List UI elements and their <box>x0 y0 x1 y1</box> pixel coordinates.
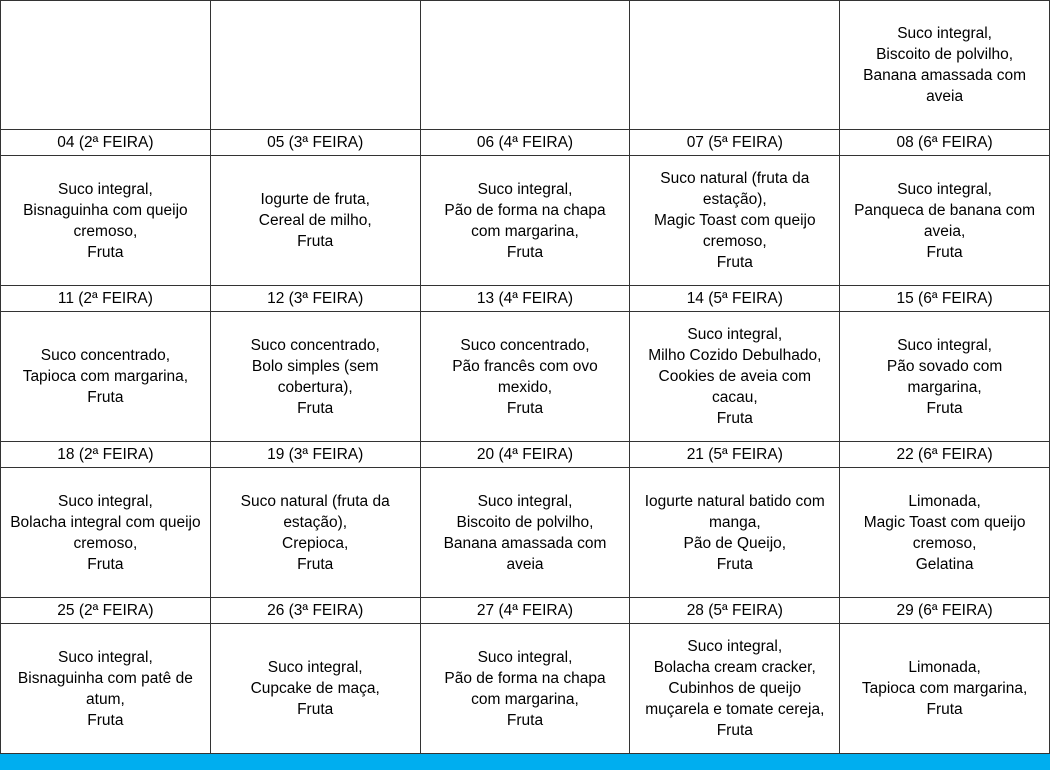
meal-item: Limonada, <box>908 659 981 676</box>
meal-cell <box>630 312 840 442</box>
meal-cell <box>420 156 630 286</box>
meal-item: Suco integral, <box>687 638 783 655</box>
meal-item: Cupcake de maça, <box>250 680 380 697</box>
meal-item: Bolacha cream cracker, <box>653 659 816 676</box>
meal-cell <box>1 312 211 442</box>
meal-item: Suco integral, <box>477 648 573 666</box>
meal-row <box>1 624 1050 754</box>
meal-item: cremoso, <box>73 222 138 240</box>
meal-cell <box>630 468 840 598</box>
day-header: 06 (4ª FEIRA) <box>420 130 630 156</box>
meal-item: Suco integral, <box>687 326 783 343</box>
meal-cell <box>420 1 630 130</box>
meal-item: Fruta <box>716 722 753 739</box>
meal-item: Suco integral, <box>477 180 573 198</box>
meal-item: Suco natural (fruta da <box>660 170 810 187</box>
day-header: 14 (5ª FEIRA) <box>630 286 840 312</box>
meal-item: Banana amassada com <box>863 67 1027 84</box>
meal-item: Fruta <box>87 389 124 406</box>
day-header: 12 (3ª FEIRA) <box>210 286 420 312</box>
meal-item: Crepioca, <box>282 534 349 552</box>
day-header: 26 (3ª FEIRA) <box>210 598 420 624</box>
meal-cell <box>1 1 211 130</box>
meal-cell <box>840 624 1050 754</box>
day-header: 11 (2ª FEIRA) <box>1 286 211 312</box>
meal-cell <box>630 624 840 754</box>
meal-cell <box>1 468 211 598</box>
meal-item: Fruta <box>506 399 544 417</box>
meal-item: Banana amassada com <box>443 534 607 552</box>
meal-item: Fruta <box>87 243 124 261</box>
meal-cell <box>420 624 630 754</box>
meal-item: Cookies de aveia com <box>658 368 812 385</box>
meal-item: Suco integral, <box>267 659 363 676</box>
meal-item: Magic Toast com queijo <box>863 513 1026 531</box>
meal-item: Panqueca de banana com <box>854 201 1036 219</box>
meal-item: manga, <box>708 513 761 531</box>
day-header: 08 (6ª FEIRA) <box>840 130 1050 156</box>
meal-item: Fruta <box>297 233 334 250</box>
meal-item: Pão de forma na chapa <box>444 201 606 219</box>
meal-item: Fruta <box>926 701 963 718</box>
meal-cell <box>1 156 211 286</box>
day-header: 22 (6ª FEIRA) <box>840 442 1050 468</box>
meal-item: atum, <box>86 690 125 708</box>
meal-item: Iogurte de fruta, <box>260 191 370 208</box>
day-header-row <box>1 130 1050 156</box>
meal-item: Fruta <box>297 555 334 573</box>
meal-item: Iogurte natural batido com <box>644 492 825 510</box>
meal-cell <box>420 468 630 598</box>
day-header: 13 (4ª FEIRA) <box>420 286 630 312</box>
meal-item: estação), <box>702 191 767 208</box>
previous-week-row <box>1 1 1050 130</box>
meal-cell <box>840 1 1050 130</box>
meal-item: Fruta <box>716 254 753 271</box>
meal-item: Pão de forma na chapa <box>444 669 606 687</box>
meal-cell <box>210 1 420 130</box>
meal-item: mexido, <box>497 378 553 396</box>
meal-cell <box>840 468 1050 598</box>
meal-item: cremoso, <box>702 233 767 250</box>
meal-item: Bolacha integral com queijo <box>10 513 201 531</box>
meal-item: estação), <box>283 513 348 531</box>
day-header: 04 (2ª FEIRA) <box>1 130 211 156</box>
meal-item: Fruta <box>297 701 334 718</box>
meal-item: Bisnaguinha com queijo <box>23 201 188 219</box>
meal-item: Fruta <box>716 555 753 573</box>
day-header-row <box>1 598 1050 624</box>
meal-item: Suco integral, <box>897 336 992 354</box>
day-header: 19 (3ª FEIRA) <box>210 442 420 468</box>
meal-item: aveia <box>926 88 964 105</box>
meal-item: Suco concentrado, <box>250 336 380 354</box>
day-header: 15 (6ª FEIRA) <box>840 286 1050 312</box>
meal-item: Suco integral, <box>897 180 992 198</box>
meal-item: Limonada, <box>908 492 981 510</box>
meal-item: Fruta <box>506 711 544 729</box>
meal-item: Biscoito de polvilho, <box>456 513 594 531</box>
day-header: 20 (4ª FEIRA) <box>420 442 630 468</box>
meal-item: aveia <box>506 555 544 573</box>
meal-item: Cubinhos de queijo <box>668 680 802 697</box>
meal-item: Suco integral, <box>58 492 153 510</box>
day-header: 21 (5ª FEIRA) <box>630 442 840 468</box>
meal-item: Suco integral, <box>58 180 153 198</box>
meal-item: Fruta <box>87 555 124 573</box>
meal-item: Pão sovado com <box>886 357 1003 375</box>
meal-item: cobertura), <box>277 378 353 396</box>
meal-item: Cereal de milho, <box>258 212 372 229</box>
meal-row <box>1 312 1050 442</box>
meal-item: Bisnaguinha com patê de <box>17 669 193 687</box>
bottom-color-bar <box>0 754 1050 770</box>
meal-item: Suco concentrado, <box>40 347 171 364</box>
day-header: 28 (5ª FEIRA) <box>630 598 840 624</box>
meal-item: Suco integral, <box>897 25 992 42</box>
meal-item: cremoso, <box>912 534 977 552</box>
meal-item: Fruta <box>926 243 963 261</box>
day-header: 05 (3ª FEIRA) <box>210 130 420 156</box>
day-header: 07 (5ª FEIRA) <box>630 130 840 156</box>
meal-item: Fruta <box>506 243 544 261</box>
meal-item: Biscoito de polvilho, <box>876 46 1014 63</box>
meal-cell <box>840 312 1050 442</box>
meal-cell <box>840 156 1050 286</box>
meal-item: Fruta <box>716 410 753 427</box>
meal-item: Suco integral, <box>58 648 153 666</box>
meal-cell <box>1 624 211 754</box>
meal-item: margarina, <box>907 378 982 396</box>
day-header-row <box>1 286 1050 312</box>
meal-item: Pão francês com ovo <box>452 357 598 375</box>
day-header: 27 (4ª FEIRA) <box>420 598 630 624</box>
meal-item: Bolo simples (sem <box>251 357 379 375</box>
meal-cell <box>210 624 420 754</box>
meal-cell <box>210 312 420 442</box>
day-header: 18 (2ª FEIRA) <box>1 442 211 468</box>
meal-item: com margarina, <box>471 222 579 240</box>
meal-item: cremoso, <box>73 534 138 552</box>
meal-item: Fruta <box>297 399 334 417</box>
day-header-row <box>1 442 1050 468</box>
meal-cell <box>420 312 630 442</box>
meal-item: Suco integral, <box>477 492 573 510</box>
meal-cell <box>210 468 420 598</box>
meal-item: muçarela e tomate cereja, <box>645 701 825 718</box>
day-header: 25 (2ª FEIRA) <box>1 598 211 624</box>
meal-item: Fruta <box>87 711 124 729</box>
meal-item: Suco concentrado, <box>460 336 590 354</box>
meal-row <box>1 468 1050 598</box>
meal-item: Pão de Queijo, <box>683 534 787 552</box>
meal-item: Magic Toast com queijo <box>653 212 816 229</box>
meal-item: Milho Cozido Debulhado, <box>648 347 822 364</box>
meal-item: cacau, <box>711 389 758 406</box>
meal-item: Suco natural (fruta da <box>240 492 390 510</box>
meal-cell <box>210 156 420 286</box>
meal-item: Gelatina <box>915 555 974 573</box>
meal-item: Tapioca com margarina, <box>861 680 1028 697</box>
meal-item: Fruta <box>926 399 963 417</box>
menu-table-body <box>1 1 1050 754</box>
meal-cell <box>630 1 840 130</box>
meal-item: aveia, <box>923 222 966 240</box>
meal-cell <box>630 156 840 286</box>
meal-item: Tapioca com margarina, <box>22 368 189 385</box>
day-header: 29 (6ª FEIRA) <box>840 598 1050 624</box>
meal-item: com margarina, <box>471 690 579 708</box>
meal-row <box>1 156 1050 286</box>
